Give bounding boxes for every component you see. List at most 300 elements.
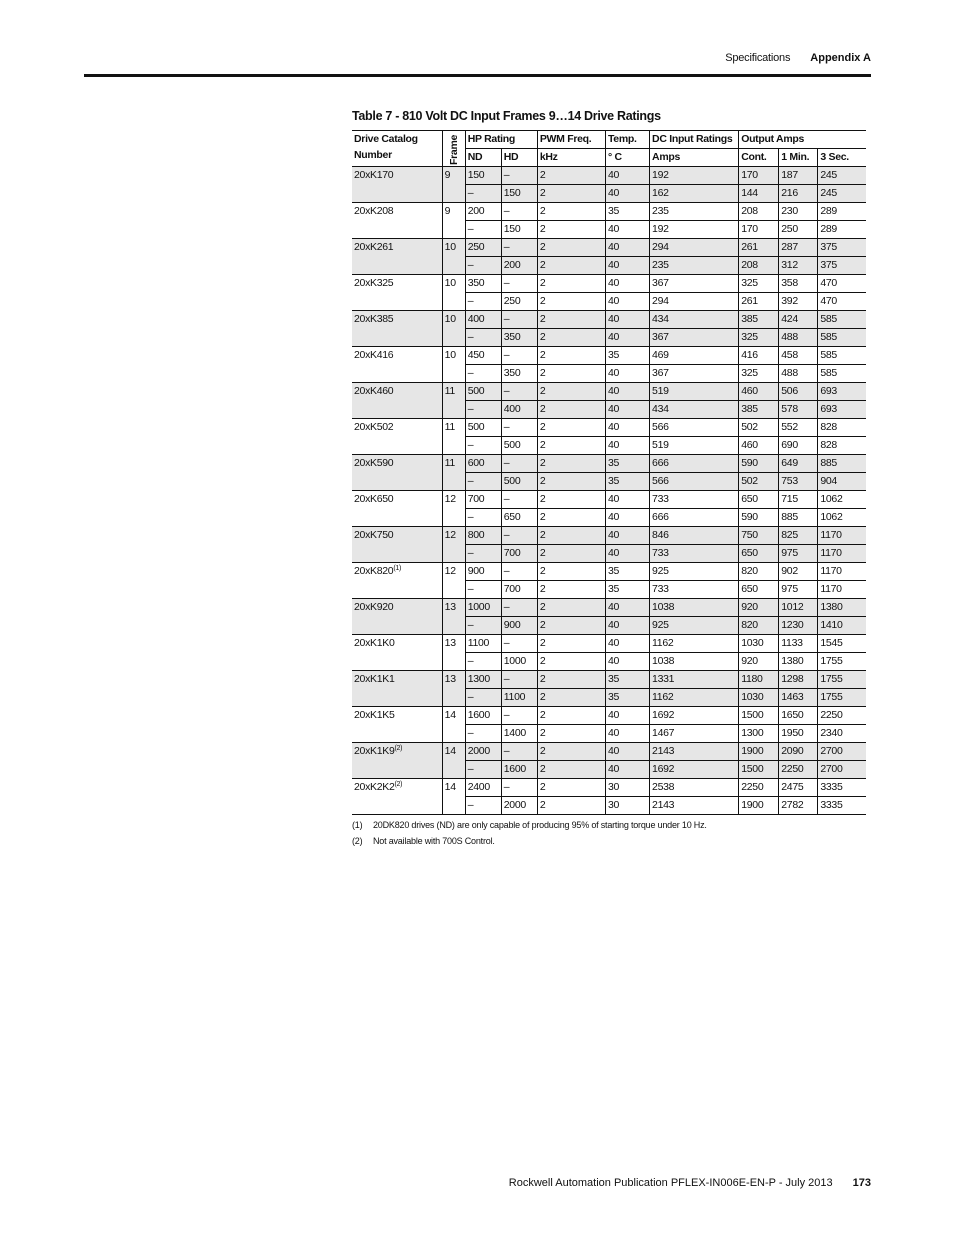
catalog-number: 20xK502 [354, 421, 394, 433]
cell-dc-amps: 925 [650, 617, 739, 635]
table-row [352, 743, 866, 761]
cell-out-3sec: 1170 [818, 563, 866, 581]
footnotes [352, 820, 707, 852]
cell-catalog [352, 635, 442, 671]
cell-hd-hp: – [501, 707, 537, 725]
cell-temp-c: 35 [605, 347, 649, 365]
cell-out-cont: 1300 [739, 725, 779, 743]
cell-pwm-khz: 2 [537, 761, 605, 779]
cell-catalog [352, 527, 442, 563]
cell-out-cont: 325 [739, 275, 779, 293]
cell-dc-amps: 2538 [650, 779, 739, 797]
cell-nd-hp: – [465, 761, 501, 779]
cell-nd-hp: 800 [465, 527, 501, 545]
header-catalog: Drive Catalog Number [352, 131, 442, 167]
cell-out-cont: 1900 [739, 743, 779, 761]
cell-hd-hp: – [501, 779, 537, 797]
cell-out-3sec: 245 [818, 167, 866, 185]
cell-frame: 11 [442, 455, 465, 491]
cell-out-1min: 506 [779, 383, 818, 401]
cell-dc-amps: 294 [650, 239, 739, 257]
cell-frame: 13 [442, 599, 465, 635]
cell-out-cont: 460 [739, 437, 779, 455]
cell-nd-hp: 2400 [465, 779, 501, 797]
cell-nd-hp: – [465, 617, 501, 635]
table-row [352, 455, 866, 473]
cell-out-cont: 502 [739, 419, 779, 437]
cell-frame: 13 [442, 635, 465, 671]
cell-hd-hp: – [501, 239, 537, 257]
cell-out-1min: 975 [779, 545, 818, 563]
header-amps: Amps [650, 149, 739, 167]
cell-nd-hp: – [465, 329, 501, 347]
cell-pwm-khz: 2 [537, 437, 605, 455]
cell-dc-amps: 1162 [650, 689, 739, 707]
cell-temp-c: 40 [605, 617, 649, 635]
cell-temp-c: 40 [605, 311, 649, 329]
cell-hd-hp: – [501, 635, 537, 653]
footnote-text: 20DK820 drives (ND) are only capable of producing 95% of starting torque under 10 Hz. [373, 820, 707, 830]
header-section: Specifications [725, 52, 791, 64]
cell-temp-c: 40 [605, 275, 649, 293]
cell-nd-hp: – [465, 437, 501, 455]
cell-pwm-khz: 2 [537, 689, 605, 707]
cell-catalog [352, 779, 442, 815]
cell-pwm-khz: 2 [537, 635, 605, 653]
cell-out-3sec: 1545 [818, 635, 866, 653]
cell-catalog [352, 383, 442, 419]
cell-nd-hp: 1600 [465, 707, 501, 725]
cell-temp-c: 40 [605, 707, 649, 725]
cell-out-1min: 1650 [779, 707, 818, 725]
cell-out-cont: 1030 [739, 689, 779, 707]
cell-hd-hp: – [501, 671, 537, 689]
cell-temp-c: 40 [605, 329, 649, 347]
table-row [352, 527, 866, 545]
catalog-number: 20xK920 [354, 601, 394, 613]
cell-out-cont: 1180 [739, 671, 779, 689]
footnote [352, 820, 707, 830]
cell-out-3sec: 375 [818, 257, 866, 275]
cell-catalog [352, 275, 442, 311]
cell-catalog [352, 707, 442, 743]
header-pwm: PWM Freq. [537, 131, 605, 149]
cell-nd-hp: 350 [465, 275, 501, 293]
catalog-number: 20xK261 [354, 241, 394, 253]
cell-out-cont: 208 [739, 203, 779, 221]
cell-hd-hp: 500 [501, 473, 537, 491]
cell-dc-amps: 434 [650, 311, 739, 329]
header-hd: HD [501, 149, 537, 167]
table-row [352, 239, 866, 257]
header-1min: 1 Min. [779, 149, 818, 167]
cell-out-1min: 216 [779, 185, 818, 203]
cell-dc-amps: 1162 [650, 635, 739, 653]
cell-out-3sec: 1170 [818, 527, 866, 545]
cell-dc-amps: 1331 [650, 671, 739, 689]
cell-frame: 14 [442, 743, 465, 779]
cell-out-3sec: 1755 [818, 653, 866, 671]
cell-temp-c: 35 [605, 203, 649, 221]
header-output: Output Amps [739, 131, 866, 149]
cell-nd-hp: – [465, 689, 501, 707]
cell-nd-hp: – [465, 293, 501, 311]
cell-dc-amps: 367 [650, 329, 739, 347]
cell-hd-hp: 250 [501, 293, 537, 311]
cell-hd-hp: – [501, 311, 537, 329]
cell-nd-hp: 250 [465, 239, 501, 257]
cell-out-cont: 208 [739, 257, 779, 275]
cell-frame: 10 [442, 347, 465, 383]
cell-hd-hp: – [501, 527, 537, 545]
cell-out-1min: 2090 [779, 743, 818, 761]
footnote [352, 836, 707, 846]
cell-temp-c: 40 [605, 725, 649, 743]
cell-dc-amps: 566 [650, 419, 739, 437]
table-title: Table 7 - 810 Volt DC Input Frames 9…14 Drive Ratings [352, 109, 661, 123]
cell-pwm-khz: 2 [537, 257, 605, 275]
cell-nd-hp: – [465, 545, 501, 563]
catalog-number: 20xK460 [354, 385, 394, 397]
cell-temp-c: 40 [605, 527, 649, 545]
cell-temp-c: 35 [605, 473, 649, 491]
cell-nd-hp: 1100 [465, 635, 501, 653]
cell-out-3sec: 1380 [818, 599, 866, 617]
cell-dc-amps: 666 [650, 455, 739, 473]
cell-pwm-khz: 2 [537, 599, 605, 617]
cell-out-1min: 902 [779, 563, 818, 581]
cell-frame: 10 [442, 239, 465, 275]
cell-temp-c: 35 [605, 563, 649, 581]
cell-hd-hp: – [501, 203, 537, 221]
cell-temp-c: 40 [605, 419, 649, 437]
cell-hd-hp: 700 [501, 545, 537, 563]
cell-temp-c: 35 [605, 671, 649, 689]
cell-hd-hp: 1000 [501, 653, 537, 671]
header-appendix: Appendix A [810, 52, 871, 64]
cell-catalog [352, 419, 442, 455]
cell-out-1min: 230 [779, 203, 818, 221]
catalog-number: 20xK2K2 [354, 781, 395, 793]
cell-frame: 10 [442, 311, 465, 347]
cell-out-1min: 1133 [779, 635, 818, 653]
cell-pwm-khz: 2 [537, 365, 605, 383]
cell-pwm-khz: 2 [537, 185, 605, 203]
cell-out-3sec: 375 [818, 239, 866, 257]
catalog-number: 20xK385 [354, 313, 394, 325]
cell-nd-hp: 700 [465, 491, 501, 509]
cell-out-1min: 690 [779, 437, 818, 455]
cell-out-3sec: 1170 [818, 545, 866, 563]
cell-nd-hp: 150 [465, 167, 501, 185]
cell-hd-hp: – [501, 347, 537, 365]
cell-out-1min: 287 [779, 239, 818, 257]
cell-out-3sec: 470 [818, 275, 866, 293]
cell-pwm-khz: 2 [537, 455, 605, 473]
cell-pwm-khz: 2 [537, 293, 605, 311]
cell-catalog [352, 311, 442, 347]
cell-out-cont: 920 [739, 599, 779, 617]
cell-pwm-khz: 2 [537, 239, 605, 257]
cell-temp-c: 40 [605, 653, 649, 671]
cell-pwm-khz: 2 [537, 311, 605, 329]
cell-out-1min: 753 [779, 473, 818, 491]
cell-hd-hp: 350 [501, 329, 537, 347]
cell-nd-hp: 450 [465, 347, 501, 365]
cell-nd-hp: – [465, 185, 501, 203]
cell-out-1min: 578 [779, 401, 818, 419]
cell-dc-amps: 294 [650, 293, 739, 311]
cell-out-3sec: 289 [818, 221, 866, 239]
page-header [725, 52, 871, 64]
cell-pwm-khz: 2 [537, 743, 605, 761]
cell-hd-hp: – [501, 491, 537, 509]
cell-out-3sec: 693 [818, 383, 866, 401]
cell-nd-hp: 500 [465, 419, 501, 437]
cell-out-cont: 1030 [739, 635, 779, 653]
table-row [352, 383, 866, 401]
cell-frame: 10 [442, 275, 465, 311]
header-dc: DC Input Ratings [650, 131, 739, 149]
cell-pwm-khz: 2 [537, 347, 605, 365]
cell-out-cont: 460 [739, 383, 779, 401]
cell-hd-hp: 1400 [501, 725, 537, 743]
cell-out-3sec: 3335 [818, 779, 866, 797]
cell-pwm-khz: 2 [537, 725, 605, 743]
cell-pwm-khz: 2 [537, 203, 605, 221]
cell-out-3sec: 2700 [818, 761, 866, 779]
cell-hd-hp: 1600 [501, 761, 537, 779]
cell-hd-hp: 150 [501, 221, 537, 239]
cell-pwm-khz: 2 [537, 401, 605, 419]
cell-hd-hp: 650 [501, 509, 537, 527]
cell-out-3sec: 828 [818, 437, 866, 455]
cell-hd-hp: – [501, 599, 537, 617]
cell-nd-hp: 200 [465, 203, 501, 221]
cell-hd-hp: 900 [501, 617, 537, 635]
cell-nd-hp: – [465, 401, 501, 419]
page-number: 173 [852, 1177, 871, 1189]
cell-catalog [352, 167, 442, 203]
cell-temp-c: 40 [605, 509, 649, 527]
catalog-number: 20xK1K1 [354, 673, 395, 685]
cell-dc-amps: 2143 [650, 797, 739, 815]
cell-out-3sec: 3335 [818, 797, 866, 815]
cell-pwm-khz: 2 [537, 563, 605, 581]
cell-dc-amps: 733 [650, 581, 739, 599]
cell-nd-hp: – [465, 653, 501, 671]
cell-out-3sec: 1755 [818, 671, 866, 689]
cell-hd-hp: – [501, 455, 537, 473]
cell-dc-amps: 192 [650, 167, 739, 185]
cell-hd-hp: 1100 [501, 689, 537, 707]
cell-catalog [352, 203, 442, 239]
cell-out-cont: 650 [739, 491, 779, 509]
cell-out-1min: 552 [779, 419, 818, 437]
cell-out-1min: 2250 [779, 761, 818, 779]
cell-out-1min: 250 [779, 221, 818, 239]
cell-nd-hp: – [465, 725, 501, 743]
cell-hd-hp: – [501, 383, 537, 401]
footnote-number: (2) [352, 836, 363, 846]
catalog-number: 20xK1K9 [354, 745, 395, 757]
cell-out-1min: 1950 [779, 725, 818, 743]
cell-out-cont: 144 [739, 185, 779, 203]
cell-temp-c: 35 [605, 455, 649, 473]
cell-catalog [352, 563, 442, 599]
cell-hd-hp: – [501, 743, 537, 761]
table-row [352, 563, 866, 581]
cell-frame: 11 [442, 383, 465, 419]
cell-out-cont: 261 [739, 293, 779, 311]
table-row [352, 275, 866, 293]
table-body [352, 167, 866, 815]
header-hp: HP Rating [465, 131, 537, 149]
cell-frame: 12 [442, 527, 465, 563]
cell-nd-hp: 1000 [465, 599, 501, 617]
cell-nd-hp: – [465, 581, 501, 599]
cell-dc-amps: 666 [650, 509, 739, 527]
cell-out-3sec: 585 [818, 311, 866, 329]
cell-dc-amps: 469 [650, 347, 739, 365]
cell-out-3sec: 245 [818, 185, 866, 203]
cell-temp-c: 35 [605, 689, 649, 707]
cell-out-1min: 975 [779, 581, 818, 599]
cell-out-1min: 458 [779, 347, 818, 365]
cell-out-cont: 1500 [739, 707, 779, 725]
drive-ratings-table [352, 130, 866, 815]
catalog-number: 20xK1K5 [354, 709, 395, 721]
cell-out-cont: 325 [739, 329, 779, 347]
cell-temp-c: 40 [605, 401, 649, 419]
cell-nd-hp: – [465, 473, 501, 491]
cell-nd-hp: – [465, 365, 501, 383]
cell-out-cont: 920 [739, 653, 779, 671]
cell-temp-c: 40 [605, 293, 649, 311]
header-rule [84, 74, 871, 77]
cell-nd-hp: – [465, 509, 501, 527]
table-row [352, 779, 866, 797]
cell-out-1min: 1012 [779, 599, 818, 617]
cell-out-1min: 2782 [779, 797, 818, 815]
cell-dc-amps: 235 [650, 203, 739, 221]
cell-hd-hp: – [501, 275, 537, 293]
cell-out-cont: 385 [739, 401, 779, 419]
cell-dc-amps: 1038 [650, 599, 739, 617]
catalog-number: 20xK750 [354, 529, 394, 541]
cell-out-3sec: 585 [818, 365, 866, 383]
cell-out-1min: 358 [779, 275, 818, 293]
cell-frame: 14 [442, 707, 465, 743]
cell-out-3sec: 904 [818, 473, 866, 491]
cell-out-3sec: 2250 [818, 707, 866, 725]
cell-out-1min: 187 [779, 167, 818, 185]
cell-nd-hp: 2000 [465, 743, 501, 761]
cell-temp-c: 40 [605, 365, 649, 383]
cell-out-1min: 649 [779, 455, 818, 473]
cell-out-3sec: 1062 [818, 491, 866, 509]
cell-frame: 14 [442, 779, 465, 815]
cell-hd-hp: – [501, 563, 537, 581]
cell-out-1min: 312 [779, 257, 818, 275]
footnote-ref: (2) [394, 781, 403, 788]
table-row [352, 419, 866, 437]
header-frame [442, 131, 465, 167]
footnote-text: Not available with 700S Control. [373, 836, 495, 846]
table-row [352, 599, 866, 617]
cell-dc-amps: 434 [650, 401, 739, 419]
cell-out-3sec: 2340 [818, 725, 866, 743]
cell-out-3sec: 470 [818, 293, 866, 311]
cell-catalog [352, 599, 442, 635]
cell-pwm-khz: 2 [537, 617, 605, 635]
cell-out-cont: 385 [739, 311, 779, 329]
cell-catalog [352, 491, 442, 527]
table-row [352, 707, 866, 725]
cell-pwm-khz: 2 [537, 509, 605, 527]
cell-out-1min: 488 [779, 365, 818, 383]
cell-temp-c: 40 [605, 743, 649, 761]
cell-out-1min: 1298 [779, 671, 818, 689]
cell-dc-amps: 1692 [650, 707, 739, 725]
page-footer [509, 1177, 871, 1189]
header-3sec: 3 Sec. [818, 149, 866, 167]
cell-out-3sec: 693 [818, 401, 866, 419]
cell-pwm-khz: 2 [537, 581, 605, 599]
header-degc: ° C [605, 149, 649, 167]
cell-catalog [352, 671, 442, 707]
cell-out-cont: 650 [739, 545, 779, 563]
cell-out-1min: 825 [779, 527, 818, 545]
header-cont: Cont. [739, 149, 779, 167]
cell-out-3sec: 1062 [818, 509, 866, 527]
cell-out-cont: 325 [739, 365, 779, 383]
cell-out-cont: 750 [739, 527, 779, 545]
cell-out-1min: 1230 [779, 617, 818, 635]
cell-temp-c: 30 [605, 797, 649, 815]
cell-temp-c: 40 [605, 185, 649, 203]
cell-out-cont: 1500 [739, 761, 779, 779]
cell-hd-hp: – [501, 419, 537, 437]
cell-catalog [352, 347, 442, 383]
cell-pwm-khz: 2 [537, 167, 605, 185]
cell-temp-c: 40 [605, 221, 649, 239]
catalog-number: 20xK590 [354, 457, 394, 469]
cell-pwm-khz: 2 [537, 221, 605, 239]
cell-temp-c: 40 [605, 437, 649, 455]
cell-out-3sec: 1755 [818, 689, 866, 707]
cell-out-1min: 1463 [779, 689, 818, 707]
catalog-number: 20xK416 [354, 349, 394, 361]
cell-out-3sec: 885 [818, 455, 866, 473]
cell-pwm-khz: 2 [537, 779, 605, 797]
table-row [352, 203, 866, 221]
cell-hd-hp: – [501, 167, 537, 185]
cell-hd-hp: 700 [501, 581, 537, 599]
cell-hd-hp: 400 [501, 401, 537, 419]
cell-temp-c: 40 [605, 239, 649, 257]
cell-out-cont: 261 [739, 239, 779, 257]
cell-temp-c: 40 [605, 167, 649, 185]
cell-out-cont: 170 [739, 167, 779, 185]
cell-temp-c: 35 [605, 581, 649, 599]
cell-out-cont: 590 [739, 509, 779, 527]
cell-pwm-khz: 2 [537, 275, 605, 293]
cell-dc-amps: 367 [650, 365, 739, 383]
footnote-number: (1) [352, 820, 363, 830]
cell-dc-amps: 1692 [650, 761, 739, 779]
cell-out-cont: 502 [739, 473, 779, 491]
